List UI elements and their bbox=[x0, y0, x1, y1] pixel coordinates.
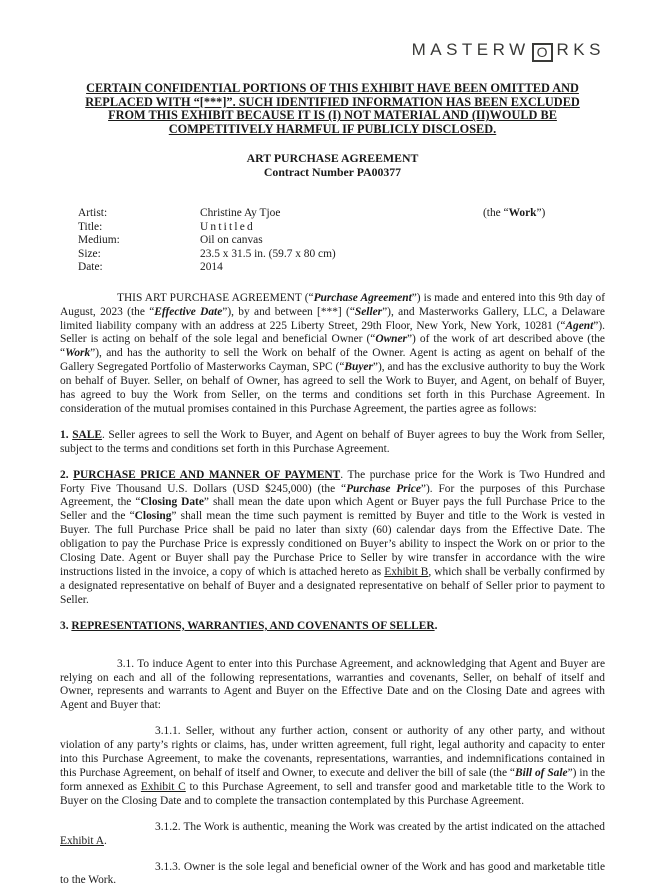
section-3-heading: 3. REPRESENTATIONS, WARRANTIES, AND COVENANTS OF SELLER. bbox=[60, 620, 605, 634]
work-reference: (the “Work”) bbox=[483, 207, 545, 221]
logo-boxed-o-icon: O bbox=[532, 43, 553, 62]
paragraph-intro: THIS ART PURCHASE AGREEMENT (“Purchase Agreement”) is made and entered into this 9th day of August, 2023 (the “Effective Date”), by and between [***] (“Seller”), and Masterworks Gallery, LLC, a Delaware limited liability company with an address at 225 Liberty Street, 29th Floor, New York, New York, 10281 (“Agent”). Seller is acting on behalf of the sole legal and beneficial Owner (“Owner”) of the work of art described above (the “Work”), and has the authority to sell the Work on behalf of the Owner. Agent is acting as agent on behalf of the Gallery Segregated Portfolio of Masterworks Cayman, SPC (“Buyer”), and has the exclusive authority to buy the Work on behalf of Buyer. Seller, on behalf of Owner, has agreed to sell the Work to Buyer, and Agent, on behalf of Buyer, has agreed to buy the Work from Seller, on the terms and conditions set forth in this Purchase Agreement. In consideration of the mutual promises contained in this Purchase Agreement, the parties agree as follows: bbox=[60, 292, 605, 417]
detail-value-artist: Christine Ay Tjoe bbox=[200, 207, 280, 219]
clause-3-1-3: 3.1.3. Owner is the sole legal and beneficial owner of the Work and has good and marketable title to the Work. bbox=[60, 861, 605, 888]
logo-wordmark bbox=[412, 43, 605, 62]
logo-text-right: RKS bbox=[557, 40, 605, 59]
document-title: ART PURCHASE AGREEMENT bbox=[60, 152, 605, 166]
detail-label-date: Date: bbox=[78, 261, 200, 275]
detail-row-size bbox=[60, 248, 605, 262]
detail-label-artist: Artist: bbox=[78, 207, 200, 221]
detail-label-title: Title: bbox=[78, 221, 200, 235]
section-1-sale: 1. SALE. Seller agrees to sell the Work to Buyer, and Agent on behalf of Buyer agrees to buy the Work from Seller, subject to the terms and conditions set forth in this Purchase Agreement. bbox=[60, 429, 605, 457]
detail-value-title: Untitled bbox=[200, 221, 255, 233]
masterworks-logo bbox=[60, 0, 605, 62]
artwork-details bbox=[60, 207, 605, 275]
clause-3-1-1: 3.1.1. Seller, without any further action, consent or authority of any other party, and without violation of any party’s rights or claims, has, under written agreement, full right, legal authority and capacity to enter into this Purchase Agreement, to make the covenants, representations, warranties, and indemnifications contained in this Purchase Agreement, on behalf of itself and Owner, to execute and deliver the bill of sale (the “Bill of Sale”) in the form annexed as Exhibit C to this Purchase Agreement, to sell and transfer good and marketable title to the Work to Buyer on the Closing Date and to complete the transaction contemplated by this Purchase Agreement. bbox=[60, 725, 605, 808]
confidentiality-notice: CERTAIN CONFIDENTIAL PORTIONS OF THIS EXHIBIT HAVE BEEN OMITTED AND REPLACED WITH “[***]”. SUCH IDENTIFIED INFORMATION HAS BEEN EXCLUDED FROM THIS EXHIBIT BECAUSE IT IS (I) NOT MATERIAL AND (II)WOULD BE COMPETITIVELY HARMFUL IF PUBLICLY DISCLOSED. bbox=[79, 82, 587, 136]
clause-3-1-2: 3.1.2. The Work is authentic, meaning the Work was created by the artist indicated on the attached Exhibit A. bbox=[60, 821, 605, 849]
detail-row-artist bbox=[60, 207, 605, 221]
detail-row-medium bbox=[60, 234, 605, 248]
detail-value-medium: Oil on canvas bbox=[200, 234, 263, 246]
section-2-purchase-price: 2. PURCHASE PRICE AND MANNER OF PAYMENT. The purchase price for the Work is Two Hundred and Forty Five Thousand U.S. Dollars (USD $245,000) (the “Purchase Price”). For the purposes of this Purchase Agreement, the “Closing Date” shall mean the date upon which Agent or Buyer pays the full Purchase Price to the Seller and the “Closing” shall mean the time such payment is remitted by Buyer and title to the Work is vested in Buyer. The full Purchase Price shall be paid no later than sixty (60) calendar days from the Effective Date. The obligation to pay the Purchase Price is expressly conditioned on Buyer’s ability to inspect the Work on or prior to the Closing Date. Agent or Buyer shall pay the Purchase Price to Seller by wire transfer in accordance with the wire instructions listed in the invoice, a copy of which is attached hereto as Exhibit B, which shall be verbally confirmed by a designated representative on behalf of Buyer and a designated representative on behalf of Seller prior to payment to Seller. bbox=[60, 469, 605, 608]
detail-row-title bbox=[60, 221, 605, 235]
detail-label-medium: Medium: bbox=[78, 234, 200, 248]
detail-row-date bbox=[60, 261, 605, 275]
logo-text-left: MASTERW bbox=[412, 40, 530, 59]
detail-value-date: 2014 bbox=[200, 261, 223, 273]
detail-value-size: 23.5 x 31.5 in. (59.7 x 80 cm) bbox=[200, 248, 336, 260]
detail-label-size: Size: bbox=[78, 248, 200, 262]
contract-number: Contract Number PA00377 bbox=[60, 166, 605, 180]
clause-3-1: 3.1. To induce Agent to enter into this Purchase Agreement, and acknowledging that Agent and Buyer are relying on each and all of the following representations, warranties and covenants, Seller, on behalf of itself and Owner, represents and warrants to Agent and Buyer on the Effective Date and on the Closing Date and agrees with Agent and Buyer that: bbox=[60, 658, 605, 714]
